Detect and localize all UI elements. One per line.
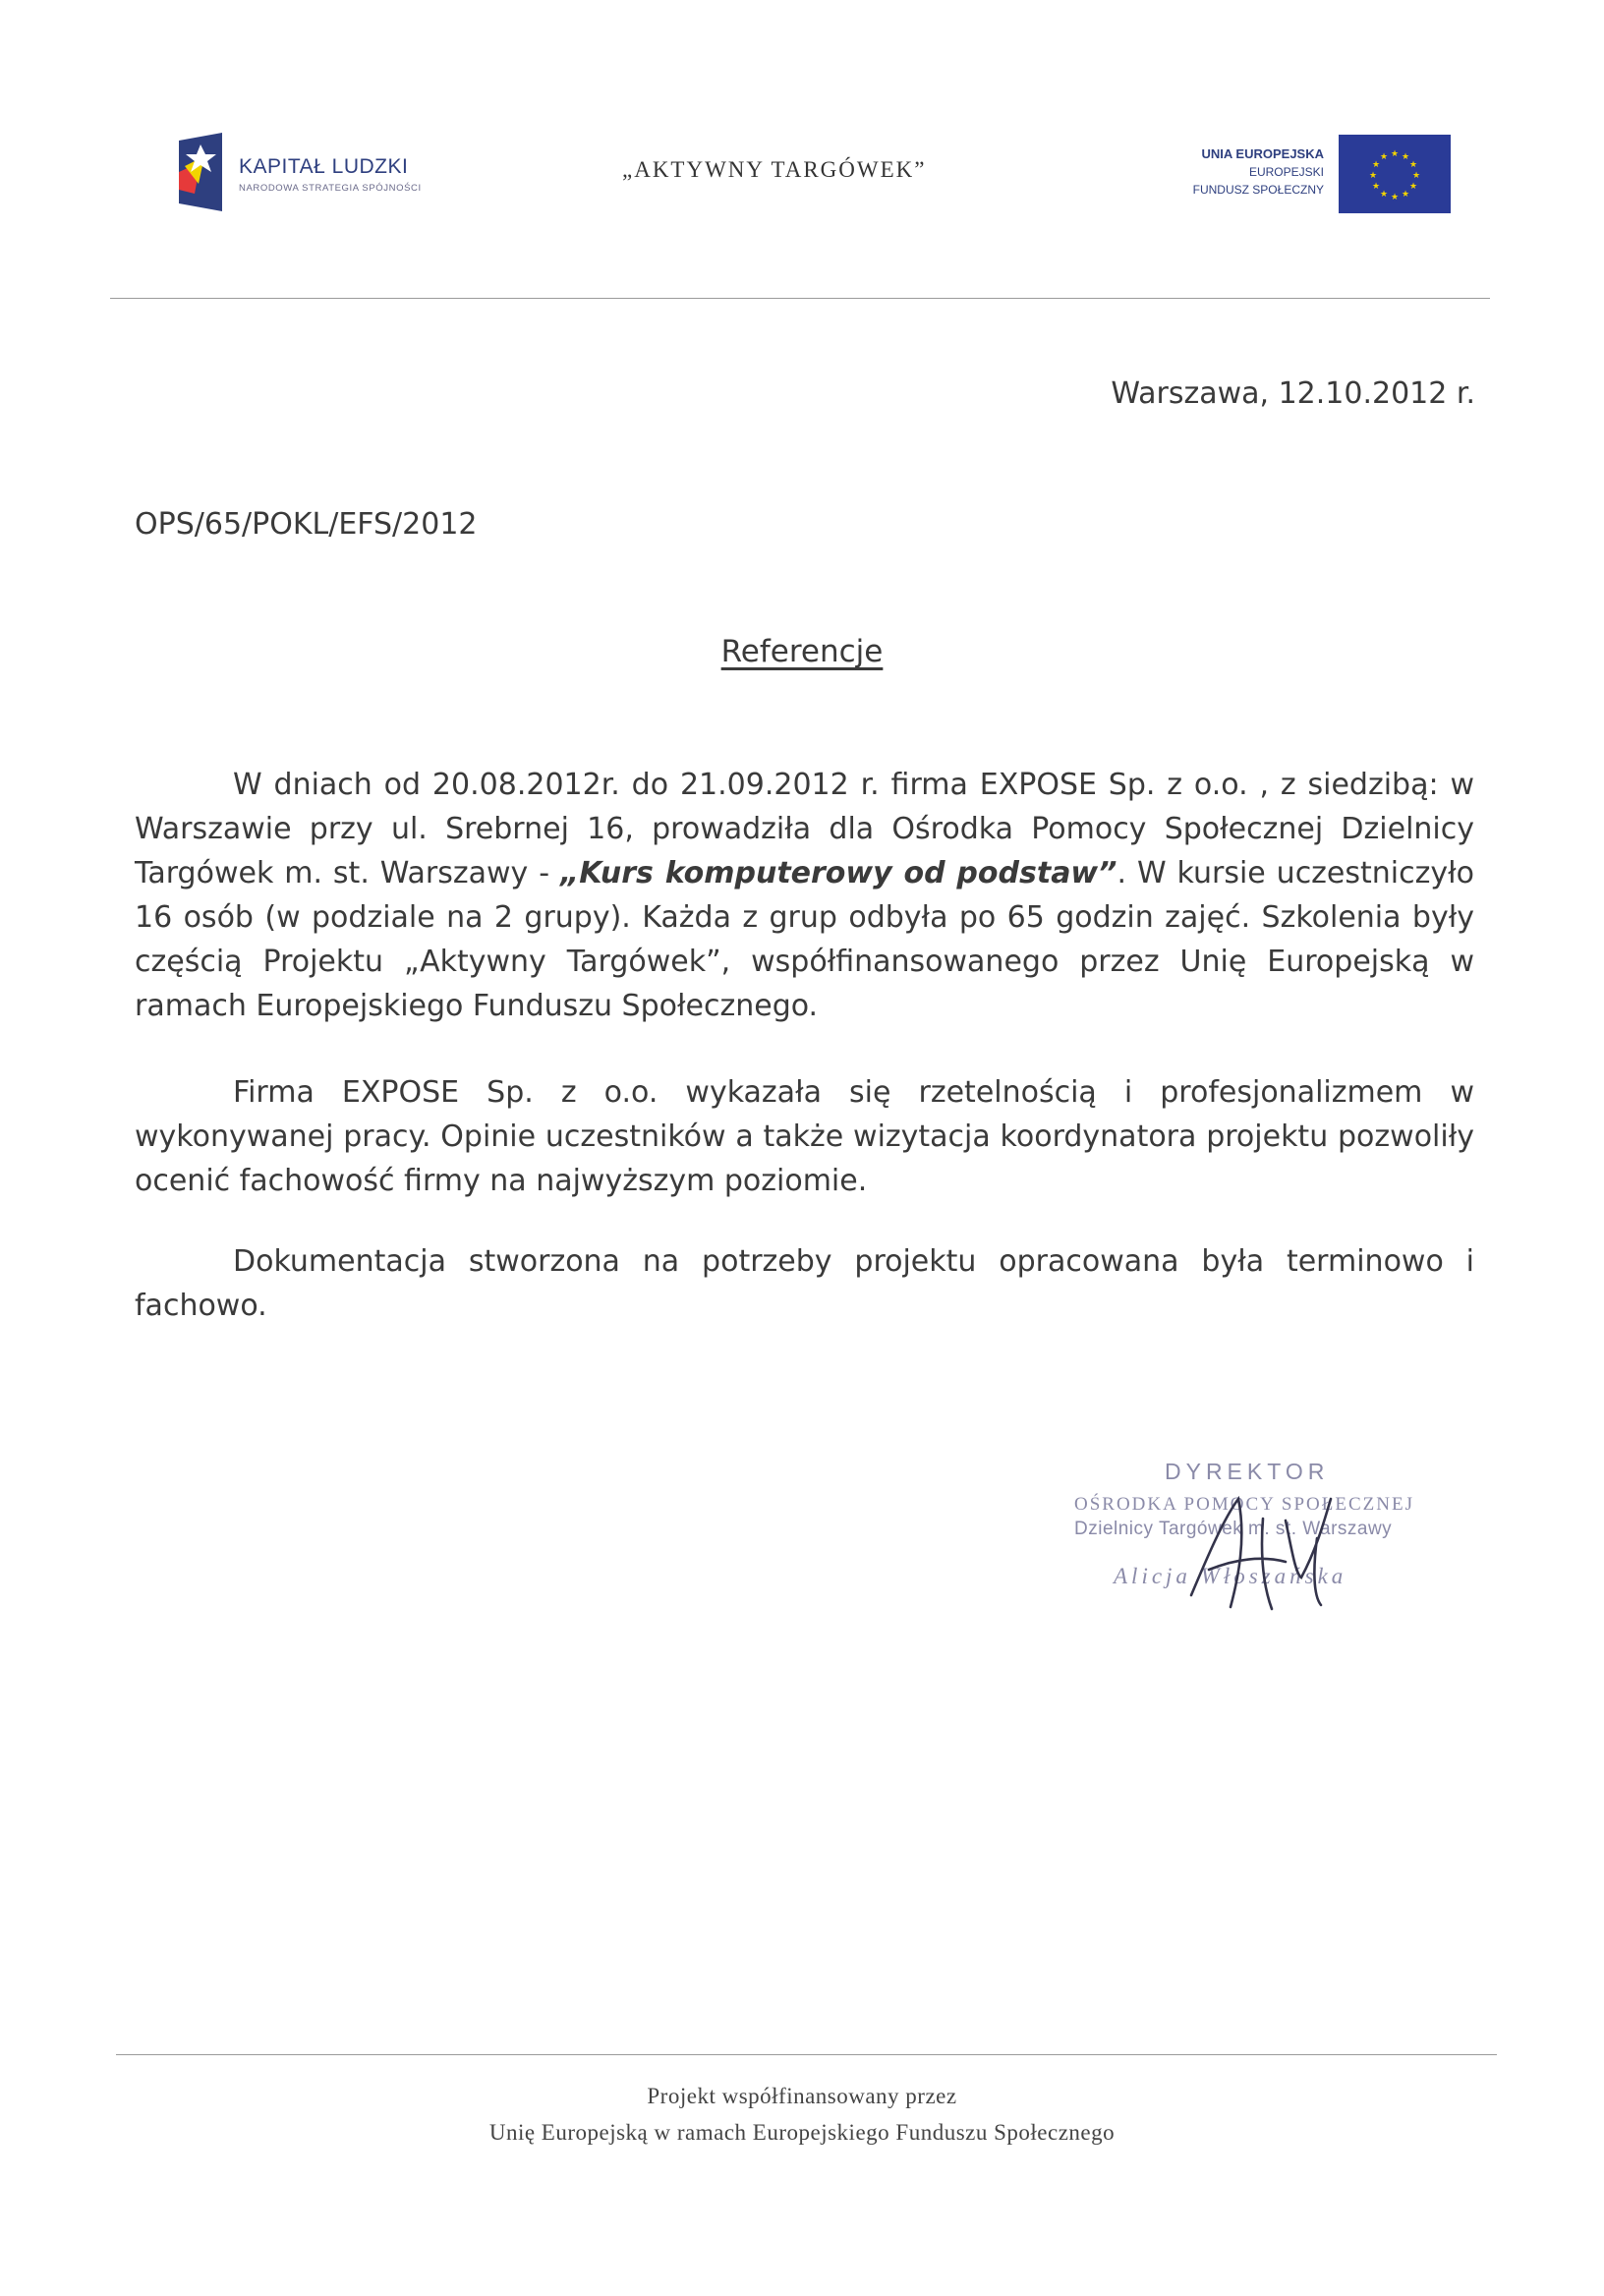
- kapital-ludzki-logo-icon: [175, 133, 226, 211]
- handwritten-signature-icon: [1170, 1479, 1366, 1627]
- paragraph-3-text: Dokumentacja stworzona na potrzeby projektu opracowana była terminowo i fachowo.: [135, 1244, 1474, 1323]
- footer-divider: [116, 2054, 1497, 2055]
- svg-text:★: ★: [1401, 152, 1410, 162]
- paragraph-1-after: . W kursie uczestniczyło 16 osób (w podziale na 2 grupy). Każda z grup odbyła po 65 godzin zajęć. Szkolenia były częścią Projektu „Aktywny Targówek”, współfinansowanego przez Unię Europejską w ramach Europejskiego Funduszu Społecznego.: [135, 856, 1475, 1023]
- stamp-title: DYREKTOR: [1165, 1459, 1330, 1484]
- svg-text:★: ★: [1401, 190, 1410, 200]
- project-title: „AKTYWNY TARGÓWEK”: [622, 157, 927, 182]
- paragraph-1-before: W dniach od 20.08.2012r. do 21.09.2012 r. firma EXPOSE Sp. z o.o. , z siedzibą: w Warszawie przy ul. Srebrnej 16, prowadziła dla Ośrodka Pomocy Społecznej Dzielnicy Targówek m. st. Warszawy -: [135, 768, 1474, 890]
- eu-line-1: UNIA EUROPEJSKA: [1201, 146, 1324, 161]
- document-title-text: Referencje: [720, 634, 884, 669]
- svg-text:★: ★: [1390, 193, 1400, 202]
- svg-text:★: ★: [1379, 152, 1389, 162]
- svg-text:★: ★: [1408, 160, 1418, 170]
- eu-line-3: FUNDUSZ SPOŁECZNY: [1192, 183, 1324, 197]
- eu-flag-icon: [1339, 135, 1451, 213]
- footer-line-1: Projekt współfinansowany przez: [647, 2084, 957, 2108]
- stamp-organization: OŚRODKA POMOCY SPOŁECZNEJ: [1074, 1494, 1414, 1515]
- svg-text:★: ★: [1379, 190, 1389, 200]
- footer-line-2: Unię Europejską w ramach Europejskiego Funduszu Społecznego: [488, 2120, 1116, 2145]
- paragraph-2-text: Firma EXPOSE Sp. z o.o. wykazała się rzetelnością i profesjonalizmem w wykonywanej pracy. Opinie uczestników a także wizytacja koordynatora projektu pozwoliły ocenić fachowość firmy na najwyższym poziomie.: [135, 1075, 1474, 1198]
- stamp-name: Alicja Włoszańska: [1114, 1564, 1347, 1588]
- svg-text:★: ★: [1411, 171, 1421, 181]
- stamp-unit: Dzielnicy Targówek m. st. Warszawy: [1074, 1519, 1393, 1539]
- kapital-ludzki-subtitle: NARODOWA STRATEGIA SPÓJNOŚCI: [239, 183, 422, 194]
- eu-line-2: EUROPEJSKI: [1248, 165, 1324, 179]
- svg-text:★: ★: [1371, 160, 1381, 170]
- paragraph-2: [135, 1070, 1474, 1203]
- kapital-ludzki-name: KAPITAŁ LUDZKI: [239, 155, 409, 178]
- eu-logo-text: [1193, 145, 1324, 199]
- svg-text:★: ★: [1368, 171, 1378, 181]
- svg-text:★: ★: [1371, 182, 1381, 192]
- svg-text:★: ★: [1408, 182, 1418, 192]
- svg-text:★: ★: [1390, 149, 1400, 159]
- header-divider: [110, 298, 1490, 299]
- document-title: [0, 634, 1604, 669]
- place-date: Warszawa, 12.10.2012 r.: [1111, 376, 1475, 411]
- course-name: „Kurs komputerowy od podstaw”: [559, 856, 1117, 890]
- paragraph-3: [135, 1239, 1474, 1328]
- paragraph-1: [135, 763, 1474, 1028]
- reference-number: OPS/65/POKL/EFS/2012: [135, 507, 478, 542]
